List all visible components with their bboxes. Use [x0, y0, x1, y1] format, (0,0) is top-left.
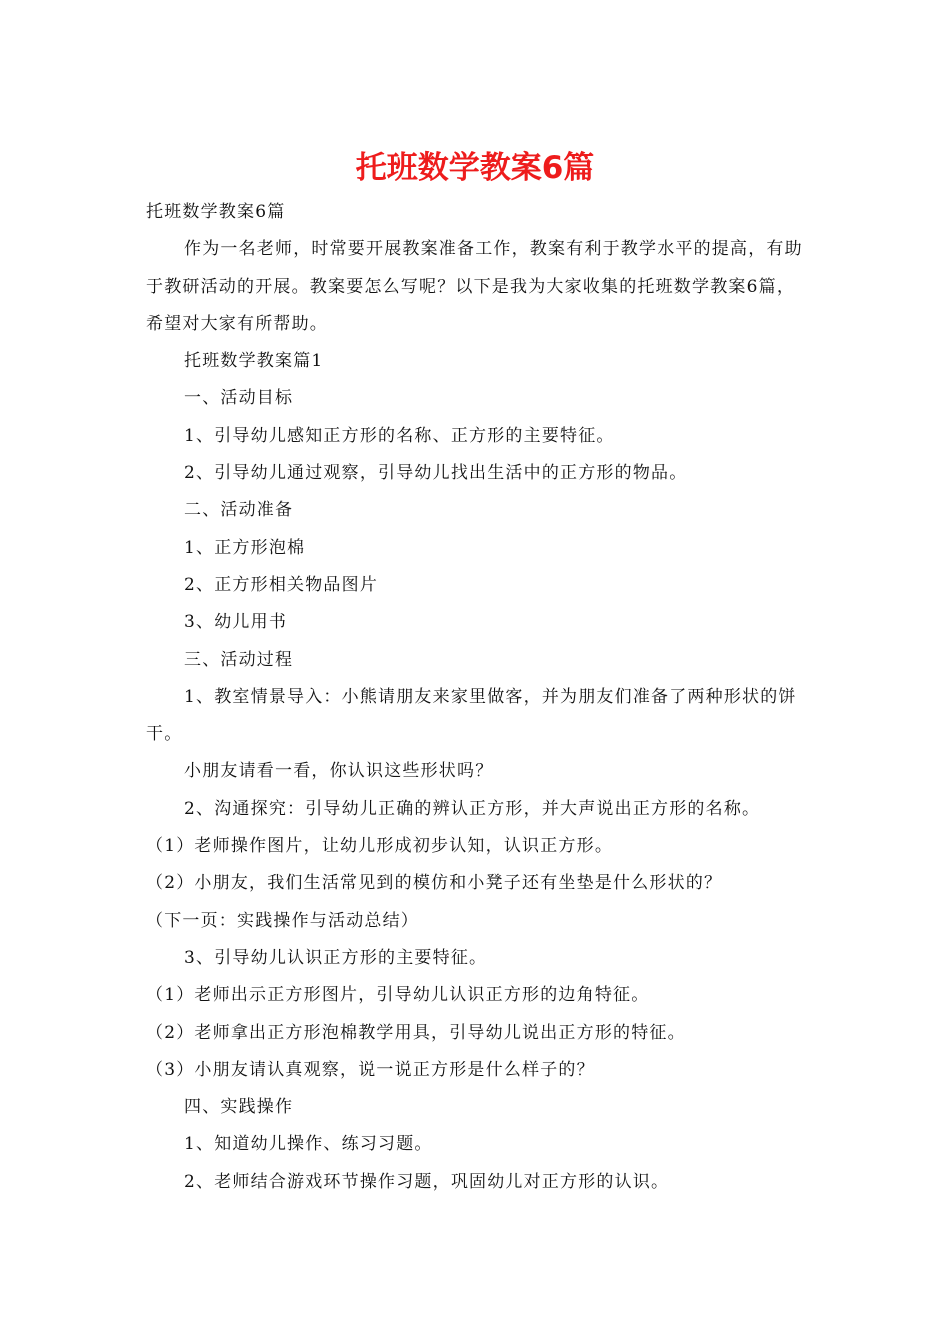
list-item: 1、知道幼儿操作、练习习题。 — [184, 1134, 433, 1155]
sub-list-item: （2）小朋友，我们生活常见到的模仿和小凳子还有坐垫是什么形状的？ — [146, 873, 723, 894]
section-heading: 四、实践操作 — [184, 1097, 294, 1118]
list-item: 3、幼儿用书 — [184, 612, 288, 633]
section-heading: 二、活动准备 — [184, 500, 294, 521]
section-heading: 三、活动过程 — [184, 649, 294, 670]
list-item: 1、引导幼儿感知正方形的名称、正方形的主要特征。 — [184, 425, 615, 446]
list-item: 2、沟通探究：引导幼儿正确的辨认正方形，并大声说出正方形的名称。 — [184, 798, 761, 819]
section-heading: 一、活动目标 — [184, 388, 294, 409]
document-subtitle: 托班数学教案6篇 — [146, 202, 286, 222]
list-item: 1、正方形泡棉 — [184, 537, 306, 558]
list-item: 1、教室情景导入：小熊请朋友来家里做客，并为朋友们准备了两种形状的饼干。 — [146, 686, 797, 745]
sub-list-item: （1）老师操作图片，让幼儿形成初步认知，认识正方形。 — [146, 836, 614, 857]
list-item: 2、正方形相关物品图片 — [184, 574, 379, 595]
body-paragraph: 小朋友请看一看，你认识这些形状吗？ — [184, 761, 494, 782]
list-item: 3、引导幼儿认识正方形的主要特征。 — [184, 947, 488, 968]
intro-paragraph: 作为一名老师，时常要开展教案准备工作，教案有利于教学水平的提高，有助于教研活动的开展。教案要怎么写呢？以下是我为大家收集的托班数学教案6篇，希望对大家有所帮助。 — [146, 239, 803, 334]
sub-list-item: （1）老师出示正方形图片，引导幼儿认识正方形的边角特征。 — [146, 985, 650, 1006]
list-item: 2、老师结合游戏环节操作习题，巩固幼儿对正方形的认识。 — [184, 1171, 670, 1192]
sub-list-item: （2）老师拿出正方形泡棉教学用具，引导幼儿说出正方形的特征。 — [146, 1022, 686, 1043]
list-item: 2、引导幼儿通过观察，引导幼儿找出生活中的正方形的物品。 — [184, 463, 688, 484]
document-title: 托班数学教案6篇 — [355, 150, 595, 186]
document-body — [146, 194, 806, 1201]
sub-list-item: （3）小朋友请认真观察，说一说正方形是什么样子的？ — [146, 1059, 595, 1080]
section-heading: 托班数学教案篇1 — [184, 351, 324, 372]
page-note: （下一页：实践操作与活动总结） — [146, 910, 419, 931]
